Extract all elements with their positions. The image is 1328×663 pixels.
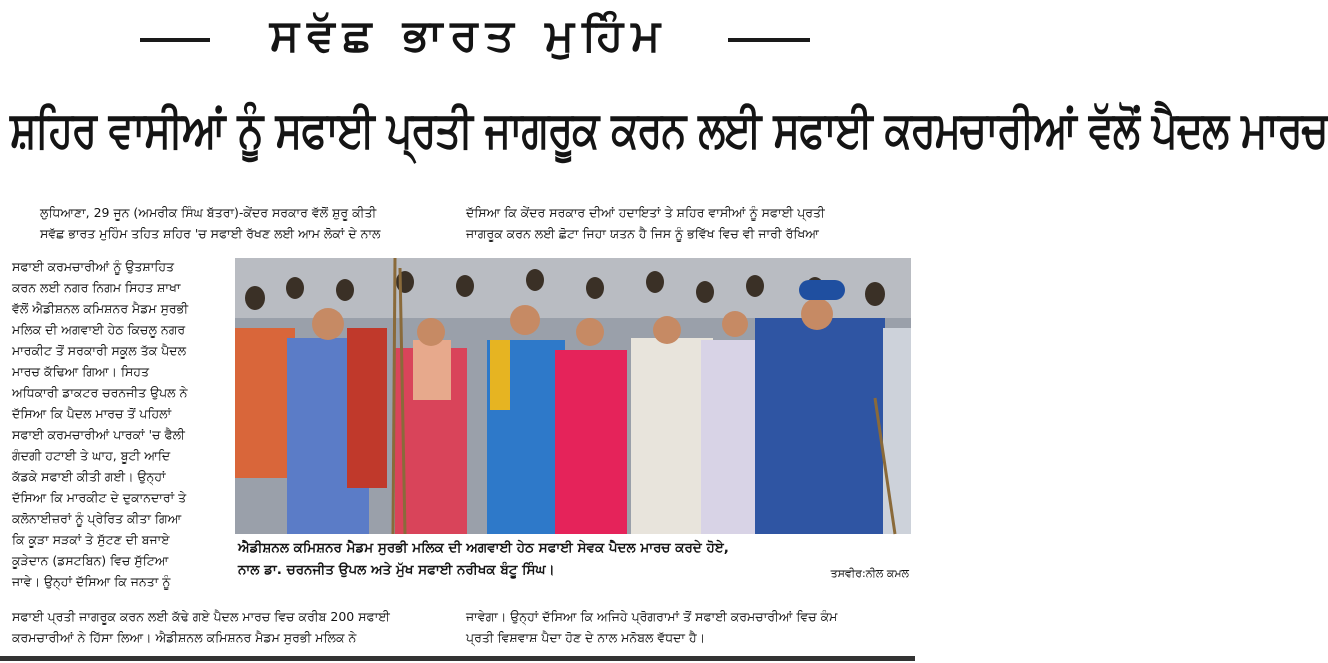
caption-line: ਨਾਲ ਡਾ. ਚਰਨਜੀਤ ਉਪਲ ਅਤੇ ਮੁੱਖ ਸਫਾਈ ਨਰੀਖਕ ਬੰਟੂ ਸਿੰਘ। <box>238 562 555 578</box>
body-line: ਕਰਨ ਲਈ ਨਗਰ ਨਿਗਮ ਸਿਹਤ ਸ਼ਾਖਾ <box>12 280 181 295</box>
news-photo <box>235 258 911 534</box>
intro-line: ਸਵੱਛ ਭਾਰਤ ਮੁਹਿੰਮ ਤਹਿਤ ਸ਼ਹਿਰ 'ਚ ਸਫਾਈ ਰੱਖਣ ਲਈ ਆਮ ਲੋਕਾਂ ਦੇ ਨਾਲ <box>40 226 381 241</box>
intro-text-block <box>40 202 380 244</box>
bottom-left-text-block <box>12 606 390 648</box>
body-line: ਕਰਮਚਾਰੀਆਂ ਨੇ ਹਿੱਸਾ ਲਿਆ। ਐਡੀਸ਼ਨਲ ਕਮਿਸ਼ਨਰ ਮੈਡਮ ਸੁਰਭੀ ਮਲਿਕ ਨੇ <box>12 630 357 645</box>
photo-caption <box>238 537 910 581</box>
body-line: ਦੱਸਿਆ ਕਿ ਕੇਂਦਰ ਸਰਕਾਰ ਦੀਆਂ ਹਦਾਇਤਾਂ ਤੇ ਸ਼ਹਿਰ ਵਾਸੀਆਂ ਨੂੰ ਸਫਾਈ ਪ੍ਰਤੀ <box>466 205 825 220</box>
kicker-rule-right <box>728 38 810 42</box>
article-headline: ਸ਼ਹਿਰ ਵਾਸੀਆਂ ਨੂੰ ਸਫਾਈ ਪ੍ਰਤੀ ਜਾਗਰੂਕ ਕਰਨ ਲਈ ਸਫਾਈ ਕਰਮਚਾਰੀਆਂ ਵੱਲੋਂ ਪੈਦਲ ਮਾਰਚ <box>10 101 1328 159</box>
section-kicker <box>0 4 915 68</box>
body-line: ਕਲੋਨਾਈਜ਼ਰਾਂ ਨੂੰ ਪ੍ਰੇਰਿਤ ਕੀਤਾ ਗਿਆ <box>12 511 182 526</box>
body-line: ਦੱਸਿਆ ਕਿ ਪੈਦਲ ਮਾਰਚ ਤੋਂ ਪਹਿਲਾਂ <box>12 406 172 421</box>
body-line: ਮਾਰਚ ਕੱਢਿਆ ਗਿਆ। ਸਿਹਤ <box>12 364 149 379</box>
body-line: ਗੰਦਗੀ ਹਟਾਈ ਤੇ ਘਾਹ, ਬੂਟੀ ਆਦਿ <box>12 448 171 463</box>
kicker-text: ਸਵੱਛ ਭਾਰਤ ਮੁਹਿੰਮ <box>269 10 669 61</box>
kicker-rule-left <box>140 38 210 42</box>
bottom-divider <box>0 656 915 661</box>
body-line: ਮਾਰਕੀਟ ਤੋਂ ਸਰਕਾਰੀ ਸਕੂਲ ਤੱਕ ਪੈਦਲ <box>12 343 187 358</box>
body-line: ਮਲਿਕ ਦੀ ਅਗਵਾਈ ਹੇਠ ਕਿਚਲੂ ਨਗਰ <box>12 322 186 337</box>
bottom-right-text-block <box>466 606 837 648</box>
left-column-text <box>12 256 188 592</box>
body-line: ਕਿ ਕੂੜਾ ਸੜਕਾਂ ਤੇ ਸੁੱਟਣ ਦੀ ਬਜਾਏ <box>12 532 170 547</box>
intro-line: ਲੁਧਿਆਣਾ, 29 ਜੂਨ (ਅਮਰੀਕ ਸਿੰਘ ਬੱਤਰਾ)-ਕੇਂਦਰ ਸਰਕਾਰ ਵੱਲੋਂ ਸ਼ੁਰੂ ਕੀਤੀ <box>40 205 377 220</box>
body-line: ਜਾਗਰੂਕ ਕਰਨ ਲਈ ਛੋਟਾ ਜਿਹਾ ਯਤਨ ਹੈ ਜਿਸ ਨੂੰ ਭਵਿੱਖ ਵਿਚ ਵੀ ਜਾਰੀ ਰੱਖਿਆ <box>466 226 819 241</box>
body-line: ਸਫਾਈ ਕਰਮਚਾਰੀਆਂ ਪਾਰਕਾਂ 'ਚ ਫੈਲੀ <box>12 427 185 442</box>
body-line: ਅਧਿਕਾਰੀ ਡਾਕਟਰ ਚਰਨਜੀਤ ਉਪਲ ਨੇ <box>12 385 188 400</box>
body-line: ਦੱਸਿਆ ਕਿ ਮਾਰਕੀਟ ਦੇ ਦੁਕਾਨਦਾਰਾਂ ਤੇ <box>12 490 187 505</box>
body-line: ਕੱਡਕੇ ਸਫਾਈ ਕੀਤੀ ਗਈ। ਉਨ੍ਹਾਂ <box>12 469 166 484</box>
photo-credit: ਤਸਵੀਰ:ਨੀਲ ਕਮਲ <box>830 567 909 580</box>
right-text-block-top <box>466 202 825 244</box>
body-line: ਜਾਵੇਗਾ। ਉਨ੍ਹਾਂ ਦੱਸਿਆ ਕਿ ਅਜਿਹੇ ਪ੍ਰੋਗਰਾਮਾਂ ਤੋਂ ਸਫਾਈ ਕਰਮਚਾਰੀਆਂ ਵਿਚ ਕੰਮ <box>466 609 838 624</box>
caption-line: ਐਡੀਸ਼ਨਲ ਕਮਿਸ਼ਨਰ ਮੈਡਮ ਸੁਰਭੀ ਮਲਿਕ ਦੀ ਅਗਵਾਈ ਹੇਠ ਸਫਾਈ ਸੇਵਕ ਪੈਦਲ ਮਾਰਚ ਕਰਦੇ ਹੋਏ, <box>238 540 729 556</box>
body-line: ਕੂੜੇਦਾਨ (ਡਸਟਬਿਨ) ਵਿਚ ਸੁੱਟਿਆ <box>12 553 169 568</box>
body-line: ਵੱਲੋਂ ਐਡੀਸ਼ਨਲ ਕਮਿਸ਼ਨਰ ਮੈਡਮ ਸੁਰਭੀ <box>12 301 189 316</box>
body-line: ਸਫਾਈ ਪ੍ਰਤੀ ਜਾਗਰੂਕ ਕਰਨ ਲਈ ਕੱਢੇ ਗਏ ਪੈਦਲ ਮਾਰਚ ਵਿਚ ਕਰੀਬ 200 ਸਫਾਈ <box>12 609 390 624</box>
body-line: ਜਾਵੇ। ਉਨ੍ਹਾਂ ਦੱਸਿਆ ਕਿ ਜਨਤਾ ਨੂੰ <box>12 574 171 589</box>
body-line: ਸਫਾਈ ਕਰਮਚਾਰੀਆਂ ਨੂੰ ਉਤਸ਼ਾਹਿਤ <box>12 259 174 274</box>
body-line: ਪ੍ਰਤੀ ਵਿਸ਼ਵਾਸ਼ ਪੈਦਾ ਹੋਣ ਦੇ ਨਾਲ ਮਨੋਬਲ ਵੱਧਦਾ ਹੈ। <box>466 630 706 645</box>
